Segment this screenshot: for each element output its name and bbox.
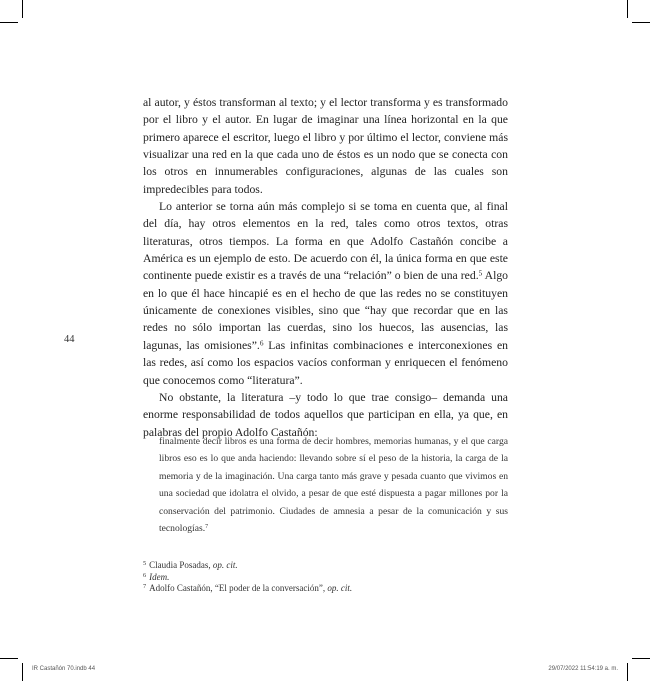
footnote: $^6$ Idem. bbox=[143, 571, 170, 582]
crop-mark bbox=[0, 22, 18, 23]
crop-mark bbox=[627, 0, 628, 18]
paragraph: al autor, y éstos transforman al texto; y el lector transforma y es transformado por el libro y el autor. En lugar de imaginar una línea horizontal en la que primero aparece el escritor, luego el libro y por último el lector, conviene más visualizar una red en la que cada uno de éstos es un nodo que se conecta con los otros en innumerables configuraciones, algunas de las cuales son impredecibles para todos. bbox=[143, 96, 508, 196]
paragraph: No obstante, la literatura –y todo lo que trae consigo– demanda una enorme responsabilidad de todos aquellos que participan en ella, ya que, en palabras del propio Adolfo Castañón: bbox=[143, 390, 508, 439]
body-text bbox=[143, 94, 508, 441]
slug-filename: IR Castañón 70.indb 44 bbox=[32, 666, 96, 672]
block-quote bbox=[159, 433, 508, 537]
crop-mark bbox=[627, 663, 628, 681]
crop-mark bbox=[632, 22, 650, 23]
footnotes bbox=[143, 560, 508, 595]
slug-datetime: 29/07/2022 11:54:19 a. m. bbox=[548, 666, 618, 672]
crop-mark bbox=[22, 0, 23, 18]
footnote-ref: 7 bbox=[205, 524, 209, 531]
footnote: $^7$ Adolfo Castañón, “El poder de la conversación”, op. cit. bbox=[143, 583, 353, 594]
footnote: $^5$ Claudia Posadas, op. cit. bbox=[143, 560, 238, 570]
paragraph-text: Lo anterior se torna aún más complejo si se toma en cuenta que, al final del día, hay otros elementos en la red, tales como otros textos, otras literaturas, otros tiempos. La forma en que Adolfo Castañón concibe a América es un ejemplo de esto. De acuerdo con él, la única forma en que este continente puede existir es a través de una “relación” o bien de una red. bbox=[143, 200, 508, 283]
paragraph bbox=[143, 198, 508, 389]
footnote-ref: 5 bbox=[478, 269, 483, 278]
crop-mark bbox=[0, 658, 18, 659]
page-number: 44 bbox=[64, 334, 75, 345]
footnote-ref: 6 bbox=[259, 339, 264, 348]
crop-mark bbox=[22, 663, 23, 681]
paragraph-text: Las infinitas combinaciones e interconexiones en las redes, así como los espacios vacíos conforman y enriquecen el fenómeno que conocemos como “literatura”. bbox=[143, 338, 508, 387]
paragraph-text: Algo en lo que él hace hincapié es en el hecho de que las redes no se constituyen únicamente de conexiones visibles, sino que “hay que recordar que en las redes no sólo importan las cuerdas, sino los huecos, las ausencias, las lagunas, las omisiones”. bbox=[143, 269, 509, 352]
crop-mark bbox=[632, 658, 650, 659]
block-quote-text: finalmente decir libros es una forma de decir hombres, memorias humanas, y el que carga libros eso es lo que anda haciendo: llevando sobre sí el peso de la historia, la carga de la memoria y de la imaginación. Una carga tanto más grave y pesada cuanto que vivimos en una sociedad que idolatra el olvido, a pesar de que esté dispuesta a pagar millones por la conservación del patrimonio. Ciudades de amnesia a pesar de la comunicación y sus tecnologías.$^7$ bbox=[159, 436, 508, 535]
